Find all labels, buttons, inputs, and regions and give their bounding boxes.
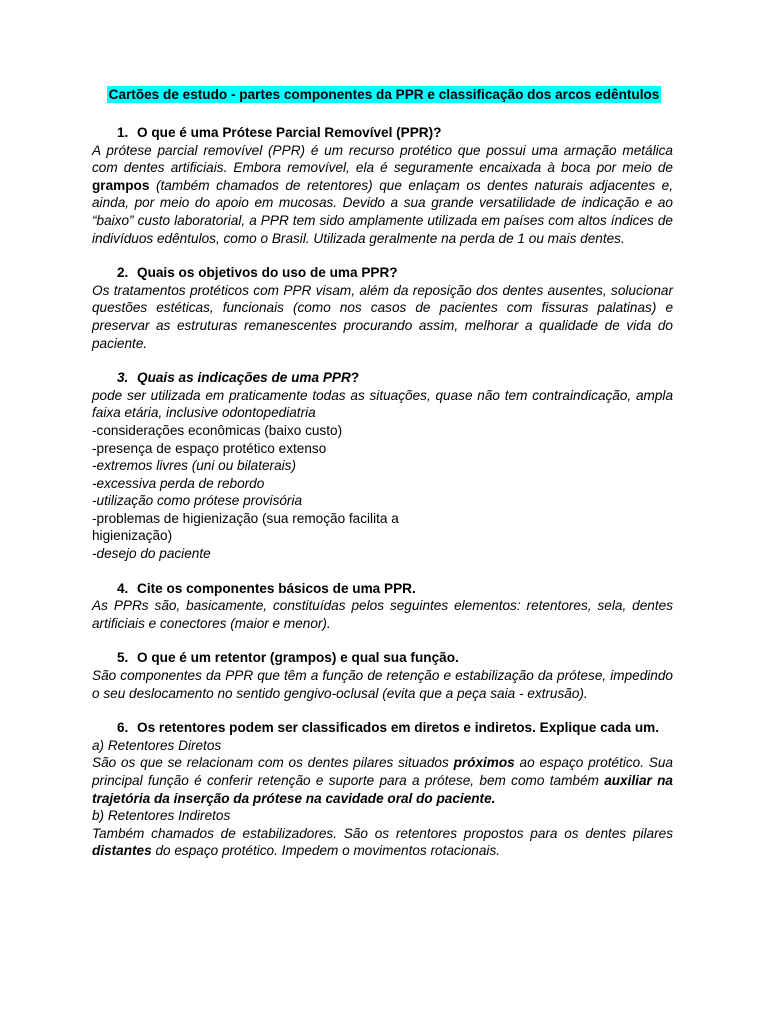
indication-item: -desejo do paciente: [92, 546, 211, 562]
section-q5: [92, 649, 673, 702]
question-number: 1.: [117, 125, 129, 140]
section-q1: [92, 124, 673, 247]
answer-text: (também chamados de retentores) que enlaçam os dentes naturais adjacentes e, ainda, por meio do apoio em mucosas. Devido a sua grande versatilidade de indicação e ao “baixo” custo laboratorial, a PPR tem sido amplamente utilizada em países com altos índices de indivíduos edêntulos, como o Brasil. Utilizada geralmente na perda de 1 ou mais dentes.: [92, 177, 673, 246]
question-4: [92, 580, 673, 598]
section-q4: [92, 580, 673, 633]
question-1: [92, 124, 673, 142]
question-text: O que é uma Prótese Parcial Removível (PPR)?: [137, 125, 442, 140]
section-q3: [92, 369, 673, 563]
question-6: [92, 719, 673, 737]
question-number: 6.: [117, 720, 129, 736]
answer-text: Também chamados de estabilizadores. São os retentores propostos para os dentes pilares: [92, 825, 673, 841]
question-number: 3.: [117, 370, 129, 386]
question-text: Os retentores podem ser classificados em diretos e indiretos. Explique cada um.: [137, 720, 660, 736]
question-number: 4.: [117, 580, 129, 596]
question-mark: ?: [350, 370, 360, 386]
answer-text: A prótese parcial removível (PPR) é um recurso protético que possui uma armação metálica com dentes artificiais. Embora removível, ela é seguramente encaixada à boca por meio de: [92, 142, 673, 176]
answer-3-intro: pode ser utilizada em praticamente todas as situações, quase não tem contraindicação, ampla faixa etária, inclusive odontopediatria: [92, 387, 673, 421]
subheading-direct-retainers: a) Retentores Diretos: [92, 737, 222, 753]
answer-4: As PPRs são, basicamente, constituídas pelos seguintes elementos: retentores, sela, dentes artificiais e conectores (maior e menor).: [92, 598, 673, 631]
answer-bold-text: auxiliar na trajetória da inserção da prótese na cavidade oral do paciente.: [92, 773, 673, 806]
answer-bold-text: próximos: [453, 755, 515, 771]
title-wrapper: [0, 86, 768, 104]
answer-2: Os tratamentos protéticos com PPR visam, além da reposição dos dentes ausentes, solucionar questões estéticas, funcionais (como nos casos de pacientes com fissuras palatinas) e preservar as estruturas remanescentes procurando assim, melhorar a qualidade de vida do paciente.: [92, 282, 673, 351]
question-number: 5.: [117, 650, 129, 666]
document-content: [92, 124, 673, 877]
indication-item: -considerações econômicas (baixo custo): [92, 422, 343, 438]
indication-item: -problemas de higienização (sua remoção facilita a higienização): [92, 510, 399, 544]
answer-text: do espaço protético. Impedem o movimentos rotacionais.: [151, 843, 501, 859]
answer-text: ao espaço protético. Sua principal função é conferir retenção e suporte para a prótese, bem como também: [92, 755, 673, 788]
answer-6a: [92, 754, 673, 807]
answer-1: [92, 142, 673, 248]
answer-5: São componentes da PPR que têm a função de retenção e estabilização da prótese, impedindo o seu deslocamento no sentido gengivo-oclusal (evita que a peça saia - extrusão).: [92, 668, 673, 701]
question-number: 2.: [117, 265, 129, 281]
question-text: [137, 369, 673, 387]
answer-bold-text: distantes: [92, 843, 152, 859]
section-q6: [92, 719, 673, 860]
question-text: Cite os componentes básicos de uma PPR.: [137, 580, 416, 596]
question-text: O que é um retentor (grampos) e qual sua função.: [137, 650, 459, 666]
question-5: [92, 649, 673, 667]
section-q2: [92, 264, 673, 352]
subheading-indirect-retainers: b) Retentores Indiretos: [92, 808, 231, 824]
document-title: Cartões de estudo - partes componentes da PPR e classificação dos arcos edêntulos: [108, 87, 660, 102]
answer-6b: [92, 825, 673, 860]
question-text-main: Quais as indicações de uma PPR: [137, 370, 351, 386]
answer-bold-text: grampos: [92, 177, 150, 193]
question-3: [92, 369, 673, 387]
question-2: [92, 264, 673, 282]
answer-text: São os que se relacionam com os dentes pilares situados: [92, 755, 454, 771]
indication-item: -excessiva perda de rebordo: [92, 475, 265, 491]
indication-item: -utilização como prótese provisória: [92, 493, 303, 509]
indication-item: -presença de espaço protético extenso: [92, 440, 327, 456]
indication-item: -extremos livres (uni ou bilaterais): [92, 458, 296, 474]
question-text: Quais os objetivos do uso de uma PPR?: [137, 265, 398, 281]
